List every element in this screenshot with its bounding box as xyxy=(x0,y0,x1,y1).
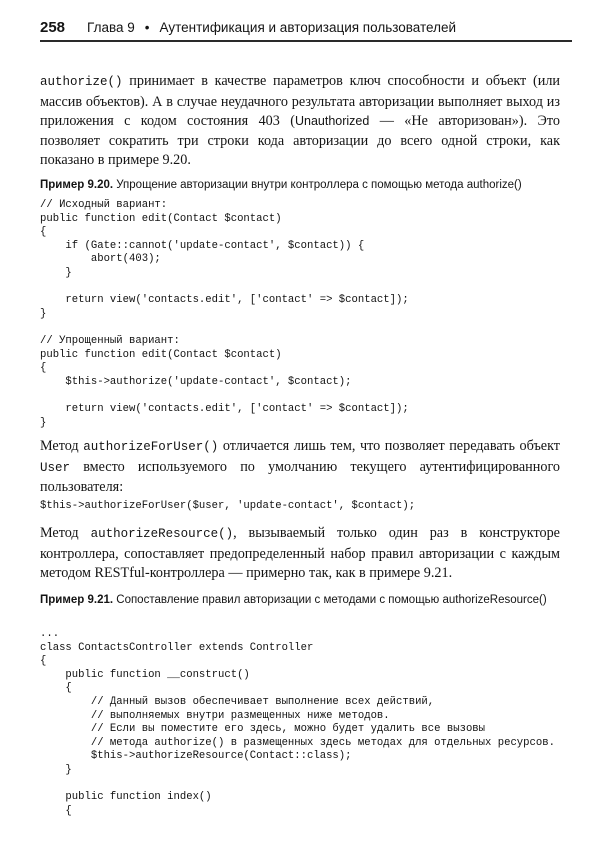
code-line: abort(403); xyxy=(40,253,161,266)
code-line: public function edit(Contact $contact) xyxy=(40,348,282,361)
paragraph-text: вместо используемого по умолчанию текущего аутентифицированного пользователя: xyxy=(40,458,560,495)
paragraph-text: — «Не авторизован»). Это позволяет сократить три строки кода авторизации до всего одной строки, как показано в примере 9.20. xyxy=(40,113,560,168)
code-line: if (Gate::cannot('update-contact', $contact)) { xyxy=(40,239,365,252)
code-line: // метода authorize() в размещенных здесь методах для отдельных ресурсов. xyxy=(40,736,555,749)
page-number: 258 xyxy=(40,18,66,36)
code-line: } xyxy=(40,763,72,776)
paragraph-text: отличается лишь тем, что позволяет передавать объект xyxy=(218,438,560,454)
code-line: // Исходный вариант: xyxy=(40,199,168,211)
code-line: { xyxy=(40,226,47,239)
code-line: $this->authorizeResource(Contact::class); xyxy=(40,750,352,763)
code-block-9-20 xyxy=(40,199,409,430)
inline-code: User xyxy=(40,460,71,475)
inline-code: authorizeResource() xyxy=(90,527,234,541)
code-line: } xyxy=(40,266,72,279)
code-line: // Если вы поместите его здесь, можно будет удалить все вызовы xyxy=(40,723,486,736)
inline-code: authorize() xyxy=(40,75,123,89)
paragraph-text: , вызываемый только один раз в конструкторе контроллера, сопоставляет предопределенный набор правил авторизации с каждым методом RESTful-контроллера — примерно так, как в примере 9.21. xyxy=(40,525,560,581)
code-line: // Данный вызов обеспечивает выполнение всех действий, xyxy=(40,695,435,708)
code-line: return view('contacts.edit', ['contact' => $contact]); xyxy=(40,402,409,415)
paragraph-text: принимает в качестве параметров ключ способности и объект (или массив объектов). А в случае неудачного результата авторизации выполняет выход из приложения с кодом состояния 403 ( xyxy=(40,73,560,129)
inline-code: authorizeForUser() xyxy=(83,440,219,454)
code-line: public function __construct() xyxy=(40,668,250,681)
code-line: $this->authorize('update-contact', $contact); xyxy=(40,375,352,388)
example-caption-9-20 xyxy=(40,178,560,193)
paragraph-authorize-resource xyxy=(40,524,560,584)
paragraph-authorize-for-user xyxy=(40,437,560,498)
code-line: public function index() xyxy=(40,791,212,804)
inline-code: Unauthorized xyxy=(294,114,370,128)
code-line: // выполняемых внутри размещенных ниже методов. xyxy=(40,709,390,722)
code-line: { xyxy=(40,804,72,817)
chapter-label: Глава 9 xyxy=(87,19,135,35)
code-line-authorize-for-user xyxy=(40,500,415,514)
code-line: class ContactsController extends Controller xyxy=(40,641,314,654)
code-line: ... xyxy=(40,628,60,640)
page-header xyxy=(40,14,572,42)
chapter-title: Аутентификация и авторизация пользователей xyxy=(159,19,457,35)
code-line: $this->authorizeForUser($user, 'update-contact', $contact); xyxy=(40,500,416,512)
code-block-9-21 xyxy=(40,628,555,818)
header-bullet: • xyxy=(144,19,150,35)
code-line: return view('contacts.edit', ['contact' => $contact]); xyxy=(40,294,409,307)
code-line: // Упрощенный вариант: xyxy=(40,334,180,347)
code-line: { xyxy=(40,362,47,375)
caption-title: Сопоставление правил авторизации с методами с помощью authorizeResource() xyxy=(113,594,547,606)
code-line: { xyxy=(40,655,47,668)
paragraph-text: Метод xyxy=(40,525,91,541)
paragraph-authorize xyxy=(40,72,560,171)
caption-label: Пример 9.20. xyxy=(40,179,114,191)
code-line: } xyxy=(40,307,47,320)
code-line: { xyxy=(40,682,72,695)
code-line: public function edit(Contact $contact) xyxy=(40,212,282,225)
caption-title: Упрощение авторизации внутри контроллера с помощью метода authorize() xyxy=(113,179,522,191)
caption-label: Пример 9.21. xyxy=(40,594,114,606)
example-caption-9-21 xyxy=(40,593,560,608)
code-line: } xyxy=(40,416,47,429)
paragraph-text: Метод xyxy=(40,438,84,454)
